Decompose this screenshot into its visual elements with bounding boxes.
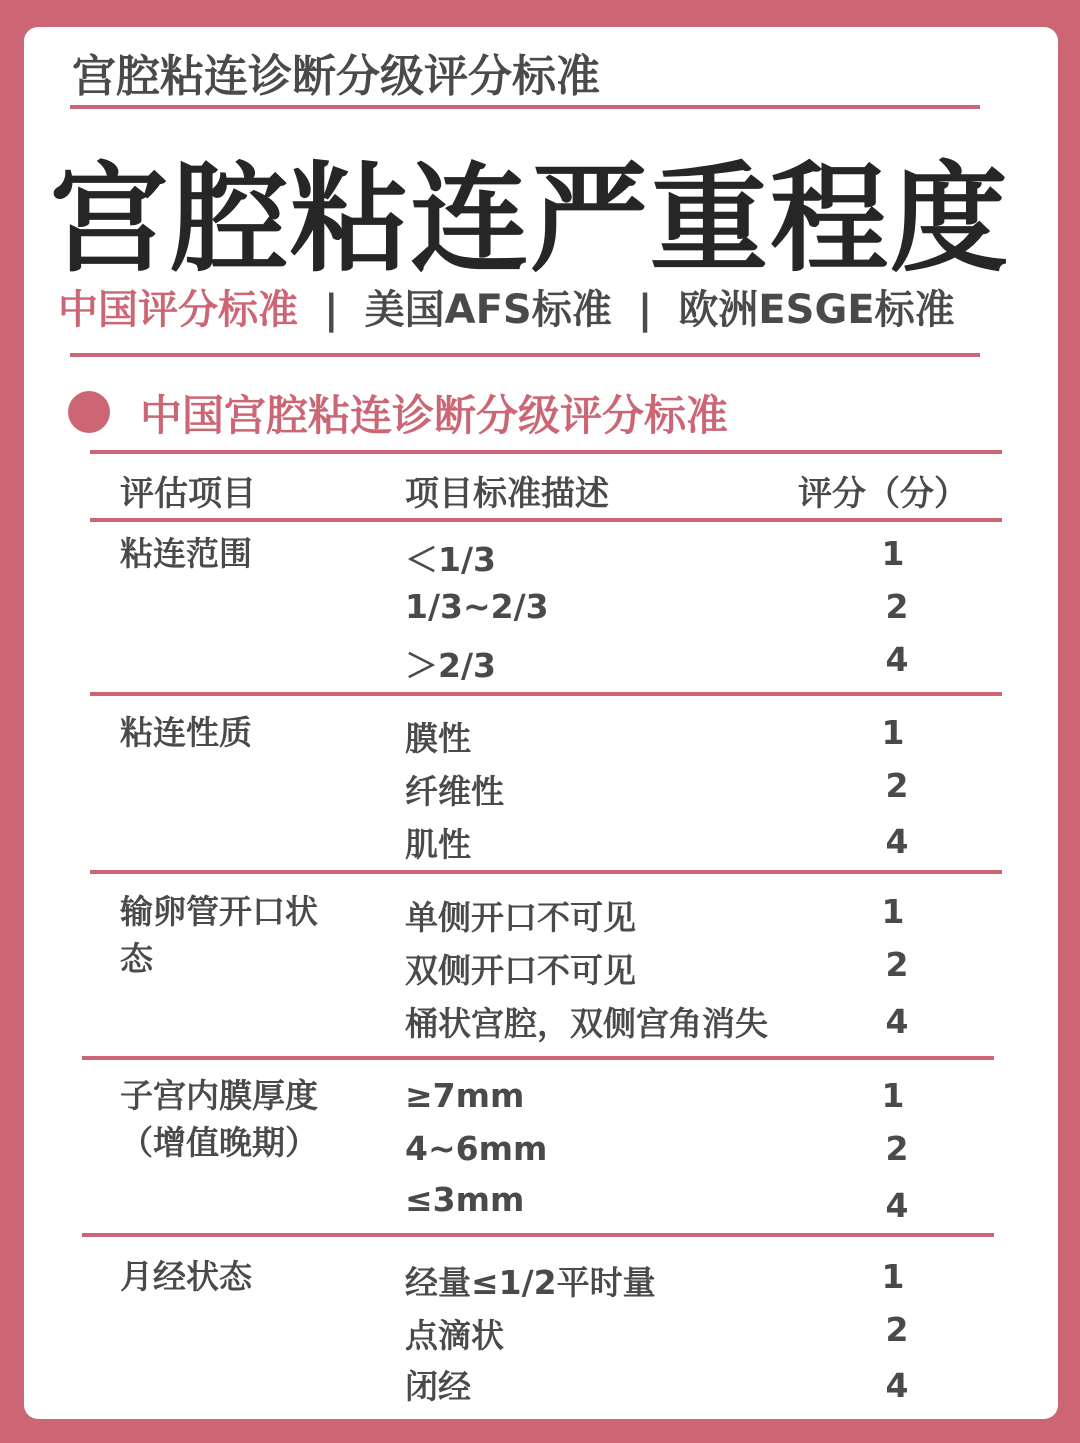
group-item: 粘连性质 bbox=[120, 713, 252, 752]
row-description: 双侧开口不可见 bbox=[405, 951, 636, 990]
group-divider bbox=[90, 692, 1002, 696]
header-score: 评分（分） bbox=[798, 474, 968, 514]
row-score: 4 bbox=[885, 822, 909, 861]
row-description: ≥7mm bbox=[405, 1076, 525, 1115]
row-description: ＜1/3 bbox=[405, 540, 496, 579]
divider bbox=[70, 353, 980, 357]
standard-china: 中国评分标准 bbox=[58, 287, 298, 333]
row-description: 1/3~2/3 bbox=[405, 587, 549, 626]
row-description: ＞2/3 bbox=[405, 646, 496, 685]
group-item: 月经状态 bbox=[120, 1257, 252, 1296]
header-description: 项目标准描述 bbox=[405, 474, 609, 514]
row-score: 2 bbox=[885, 1129, 909, 1168]
row-score: 1 bbox=[881, 534, 905, 573]
group-divider bbox=[90, 870, 1002, 874]
table-top-rule bbox=[90, 450, 1002, 454]
group-item: 子宫内膜厚度（增值晚期） bbox=[120, 1076, 318, 1162]
page-title: 宫腔粘连严重程度 bbox=[50, 150, 1011, 288]
row-score: 4 bbox=[885, 1186, 909, 1225]
table-header-rule bbox=[90, 518, 1002, 522]
row-description: 肌性 bbox=[405, 825, 471, 864]
section-title: 中国宫腔粘连诊断分级评分标准 bbox=[140, 391, 729, 440]
circle-bullet-icon bbox=[68, 391, 110, 433]
row-score: 2 bbox=[885, 1310, 909, 1349]
group-divider bbox=[82, 1233, 994, 1237]
row-score: 1 bbox=[881, 892, 905, 931]
page-subtitle: 宫腔粘连诊断分级评分标准 bbox=[72, 51, 600, 102]
header-item: 评估项目 bbox=[120, 474, 256, 514]
row-score: 4 bbox=[885, 640, 909, 679]
standard-usa-afs: 美国AFS标准 bbox=[364, 287, 612, 333]
group-item: 粘连范围 bbox=[120, 534, 252, 573]
row-score: 1 bbox=[881, 1076, 905, 1115]
row-description: 桶状宫腔，双侧宫角消失 bbox=[405, 1004, 768, 1043]
group-divider bbox=[82, 1056, 994, 1060]
row-description: 闭经 bbox=[405, 1367, 471, 1406]
row-description: 4~6mm bbox=[405, 1129, 548, 1168]
row-score: 2 bbox=[885, 766, 909, 805]
group-item: 输卵管开口状态 bbox=[120, 892, 318, 978]
row-description: 点滴状 bbox=[405, 1316, 504, 1355]
separator: | bbox=[637, 287, 653, 333]
row-description: 经量≤1/2平时量 bbox=[405, 1263, 656, 1302]
row-score: 4 bbox=[885, 1366, 909, 1405]
row-description: ≤3mm bbox=[405, 1180, 525, 1219]
row-description: 单侧开口不可见 bbox=[405, 898, 636, 937]
row-score: 2 bbox=[885, 945, 909, 984]
divider bbox=[70, 105, 980, 109]
separator: | bbox=[324, 287, 339, 333]
standard-europe-esge: 欧洲ESGE标准 bbox=[678, 287, 955, 333]
row-description: 膜性 bbox=[405, 719, 471, 758]
row-score: 2 bbox=[885, 587, 909, 626]
row-description: 纤维性 bbox=[405, 772, 504, 811]
row-score: 1 bbox=[881, 713, 905, 752]
row-score: 1 bbox=[881, 1257, 905, 1296]
row-score: 4 bbox=[885, 1002, 909, 1041]
standards-nav bbox=[58, 278, 955, 335]
